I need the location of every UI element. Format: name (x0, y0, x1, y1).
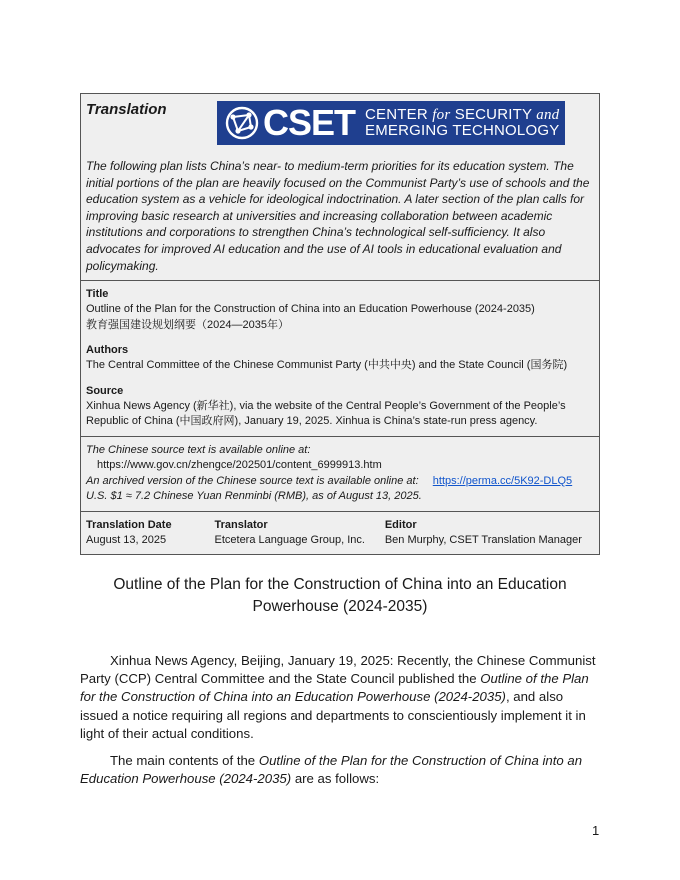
translation-date-label: Translation Date (86, 518, 172, 531)
title-chinese: 教育强国建设规划纲要（2024—2035年） (86, 318, 289, 331)
credits-section (81, 512, 599, 555)
translation-info-box (80, 93, 600, 555)
globe-network-icon (225, 106, 259, 140)
page-number: 1 (592, 823, 600, 838)
cset-logo (217, 101, 565, 145)
online-source-url[interactable]: https://www.gov.cn/zhengce/202501/content_6999913.htm (97, 459, 382, 472)
translator-label: Translator (214, 518, 268, 531)
authors-value: The Central Committee of the Chinese Communist Party (中共中央) and the State Council (国务院) (86, 359, 568, 372)
source-value: Xinhua News Agency (新华社), via the website of the Central People’s Government of the People’s Republic of China (中国政府网), January 19, 2025. Xinhua is China’s state-run press agency. (86, 399, 566, 428)
editor-value: Ben Murphy, CSET Translation Manager (384, 533, 582, 546)
document-title: Outline of the Plan for the Construction of China into an Education Powerhouse (2024-2035) (113, 576, 567, 615)
exchange-rate-note: U.S. $1 ≈ 7.2 Chinese Yuan Renminbi (RMB), as of August 13, 2025. (86, 490, 422, 503)
archived-source-label: An archived version of the Chinese source text is available online at: (86, 474, 419, 487)
plan-title-italic: Outline of the Plan for the Construction of China into an Education Powerhouse (2024-2035) (80, 671, 589, 705)
translator-value: Etcetera Language Group, Inc. (214, 533, 365, 546)
title-english: Outline of the Plan for the Construction of China into an Education Powerhouse (2024-2035) (86, 303, 535, 316)
body-paragraph-1: Xinhua News Agency, Beijing, January 19, 2025: Recently, the Chinese Communist Party (CCP) Central Committee and the State Council published the Outline of the Plan for the Construction of China into an Education Powerhouse (2024-2035), and also issued a notice requiring all regions and departments to conscientiously implement it in light of their actual conditions. (80, 653, 596, 741)
header-section (81, 94, 599, 281)
archived-source-link[interactable]: https://perma.cc/5K92-DLQ5 (432, 474, 573, 487)
body-paragraph-2: The main contents of the Outline of the Plan for the Construction of China into an Education Powerhouse (2024-2035) are as follows: (80, 753, 583, 787)
plan-title-italic: Outline of the Plan for the Construction of China into an Education Powerhouse (2024-2035) (80, 753, 583, 787)
logo-wordmark: CSET (263, 102, 356, 143)
source-label: Source (86, 384, 124, 397)
authors-label: Authors (86, 344, 129, 357)
intro-summary: The following plan lists China’s near- to medium-term priorities for its education system. The initial portions of the plan are heavily focused on the Communist Party’s use of schools and the education system as a vehicle for ideological indoctrination. A later section of the plan calls for improving basic research at universities and increasing collaboration between academic institutions and corporations to strengthen China’s technological self-sufficiency. It also advocates for improved AI education and the use of AI tools in educational evaluation and policymaking. (86, 159, 590, 273)
logo-tagline: CENTER for SECURITY and EMERGING TECHNOLOGY (365, 106, 560, 139)
translation-label: Translation (86, 101, 167, 118)
metadata-section (81, 281, 599, 437)
links-section (81, 437, 599, 512)
editor-label: Editor (384, 518, 417, 531)
title-label: Title (86, 288, 109, 301)
translation-date-value: August 13, 2025 (86, 533, 167, 546)
online-source-label: The Chinese source text is available online at: (86, 443, 311, 456)
